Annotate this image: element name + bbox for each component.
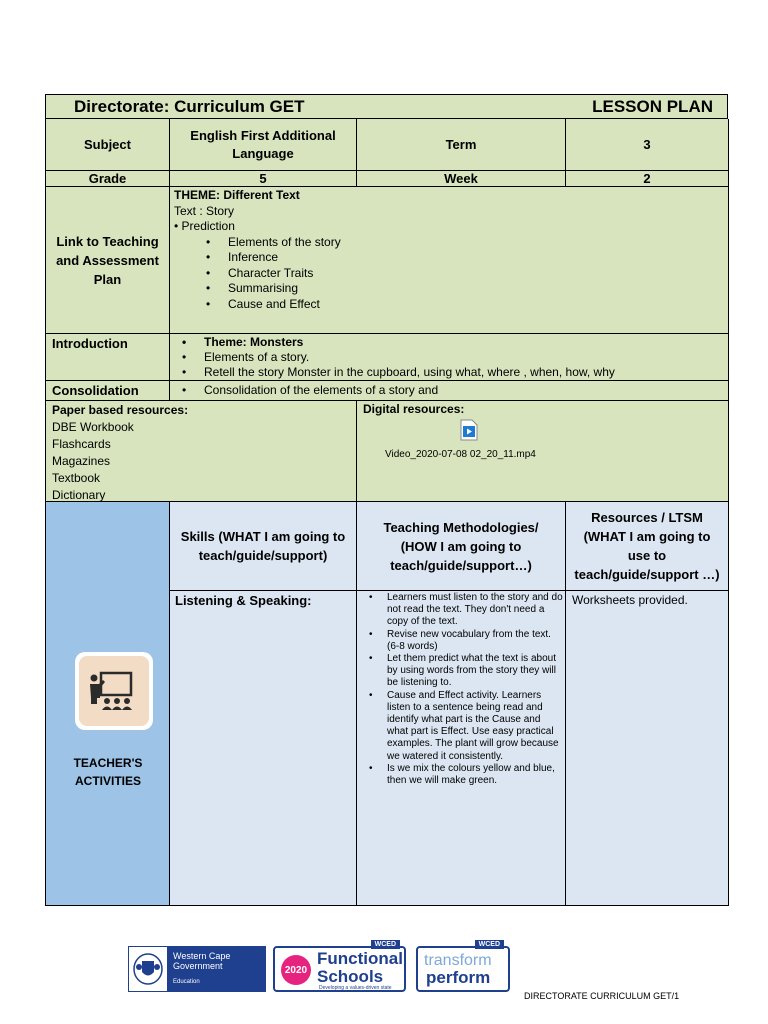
consolidation-content bbox=[170, 381, 729, 401]
introduction-label: Introduction bbox=[46, 334, 170, 381]
text-type: Text : Story bbox=[174, 203, 235, 218]
grade-row bbox=[45, 171, 729, 187]
digital-resources-title: Digital resources: bbox=[363, 402, 465, 416]
activities-grid bbox=[170, 502, 729, 906]
method-item: • Learners must listen to the story and do not read the text. They don't need a copy of the text. bbox=[357, 592, 563, 629]
transform-perform-logo: WCED transform perform bbox=[416, 946, 510, 992]
paper-resource-item: Flashcards bbox=[52, 437, 111, 451]
method-item: • Revise new vocabulary from the text. (6-8 words) bbox=[357, 629, 563, 653]
transform-text: transform bbox=[424, 952, 492, 969]
methods-list bbox=[357, 592, 563, 787]
page-reference: DIRECTORATE CURRICULUM GET/1 bbox=[524, 991, 680, 1001]
paper-resource-item: Dictionary bbox=[52, 488, 106, 502]
resources-row bbox=[45, 401, 729, 502]
term-label: Term bbox=[357, 119, 566, 171]
teacher-presentation-icon bbox=[75, 652, 153, 730]
document-header bbox=[45, 94, 728, 119]
paper-resource-item: Textbook bbox=[52, 471, 101, 485]
activities-body-row bbox=[170, 591, 729, 906]
lesson-plan-table bbox=[45, 94, 728, 906]
consolidation-label: Consolidation bbox=[46, 381, 170, 401]
perform-text: perform bbox=[426, 968, 491, 987]
introduction-item: • Elements of a story. bbox=[170, 350, 728, 365]
functional-text: Functional bbox=[317, 949, 403, 968]
method-item: • Is we mix the colours yellow and blue, then we will make green. bbox=[357, 763, 563, 787]
activities-row bbox=[45, 502, 729, 906]
subject-row bbox=[45, 119, 729, 171]
consolidation-item: • Consolidation of the elements of a story and bbox=[170, 383, 728, 398]
schools-text: Schools bbox=[317, 967, 384, 986]
theme-list-item: • Summarising bbox=[174, 281, 724, 297]
directorate-title: Directorate: Curriculum GET bbox=[74, 96, 305, 116]
theme-title: THEME: Different Text bbox=[174, 188, 300, 202]
skill-listening-speaking: Listening & Speaking: bbox=[170, 591, 357, 906]
video-file-icon[interactable] bbox=[460, 419, 478, 441]
link-row bbox=[45, 187, 729, 334]
theme-list-item: • Elements of the story bbox=[174, 235, 724, 251]
grade-value: 5 bbox=[170, 171, 357, 187]
method-item: • Cause and Effect activity. Learners listen to a sentence being read and identify what part is the Cause and what part is Effect. Use easy practical examples. The plant will grow because we watered it consistently. bbox=[357, 690, 563, 763]
method-item: • Let them predict what the text is about by using words from the story they will be listening to. bbox=[357, 653, 563, 690]
resources-header: Resources / LTSM (WHAT I am going to use to teach/guide/support …) bbox=[566, 502, 729, 591]
digital-resources bbox=[357, 401, 729, 502]
subject-value: English First Additional Language bbox=[170, 119, 357, 171]
week-value: 2 bbox=[566, 171, 729, 187]
teacher-activities-panel bbox=[46, 502, 170, 906]
link-label: Link to Teaching and Assessment Plan bbox=[46, 187, 170, 334]
year-2020-badge: 2020 bbox=[281, 955, 311, 985]
skills-header: Skills (WHAT I am going to teach/guide/support) bbox=[170, 502, 357, 591]
methods-content bbox=[357, 591, 566, 906]
theme-list-item: • Cause and Effect bbox=[174, 297, 724, 313]
theme-content bbox=[170, 187, 729, 334]
western-cape-government-logo bbox=[128, 946, 266, 992]
consolidation-row bbox=[45, 381, 729, 401]
activities-header-row bbox=[170, 502, 729, 591]
paper-resources bbox=[46, 401, 357, 502]
grade-label: Grade bbox=[46, 171, 170, 187]
introduction-item: • Theme: Monsters bbox=[170, 335, 728, 350]
lesson-plan-title: LESSON PLAN bbox=[592, 96, 713, 116]
methods-header: Teaching Methodologies/ (HOW I am going to teach/guide/support…) bbox=[357, 502, 566, 591]
term-value: 3 bbox=[566, 119, 729, 171]
wcg-text: Western Cape Government Education bbox=[173, 951, 231, 985]
coat-of-arms-icon bbox=[128, 946, 168, 992]
subject-label: Subject bbox=[46, 119, 170, 171]
theme-list bbox=[174, 235, 724, 313]
functional-schools-logo: WCED 2020 Functional Schools Developing a values-driven state bbox=[273, 946, 406, 992]
introduction-content bbox=[170, 334, 729, 381]
introduction-item: • Retell the story Monster in the cupboard, using what, where , when, how, why bbox=[170, 365, 728, 380]
resources-content: Worksheets provided. bbox=[566, 591, 729, 906]
paper-resource-item: Magazines bbox=[52, 454, 111, 468]
video-file-name[interactable]: Video_2020-07-08 02_20_11.mp4 bbox=[385, 449, 536, 460]
prediction-item: • Prediction bbox=[174, 219, 235, 233]
theme-list-item: • Character Traits bbox=[174, 266, 724, 282]
tagline-text: Developing a values-driven state bbox=[319, 985, 392, 991]
week-label: Week bbox=[357, 171, 566, 187]
introduction-row bbox=[45, 334, 729, 381]
paper-resource-item: DBE Workbook bbox=[52, 420, 134, 434]
teachers-activities-label: TEACHER'S ACTIVITIES bbox=[73, 756, 143, 788]
theme-list-item: • Inference bbox=[174, 250, 724, 266]
paper-resources-title: Paper based resources: bbox=[52, 403, 189, 417]
